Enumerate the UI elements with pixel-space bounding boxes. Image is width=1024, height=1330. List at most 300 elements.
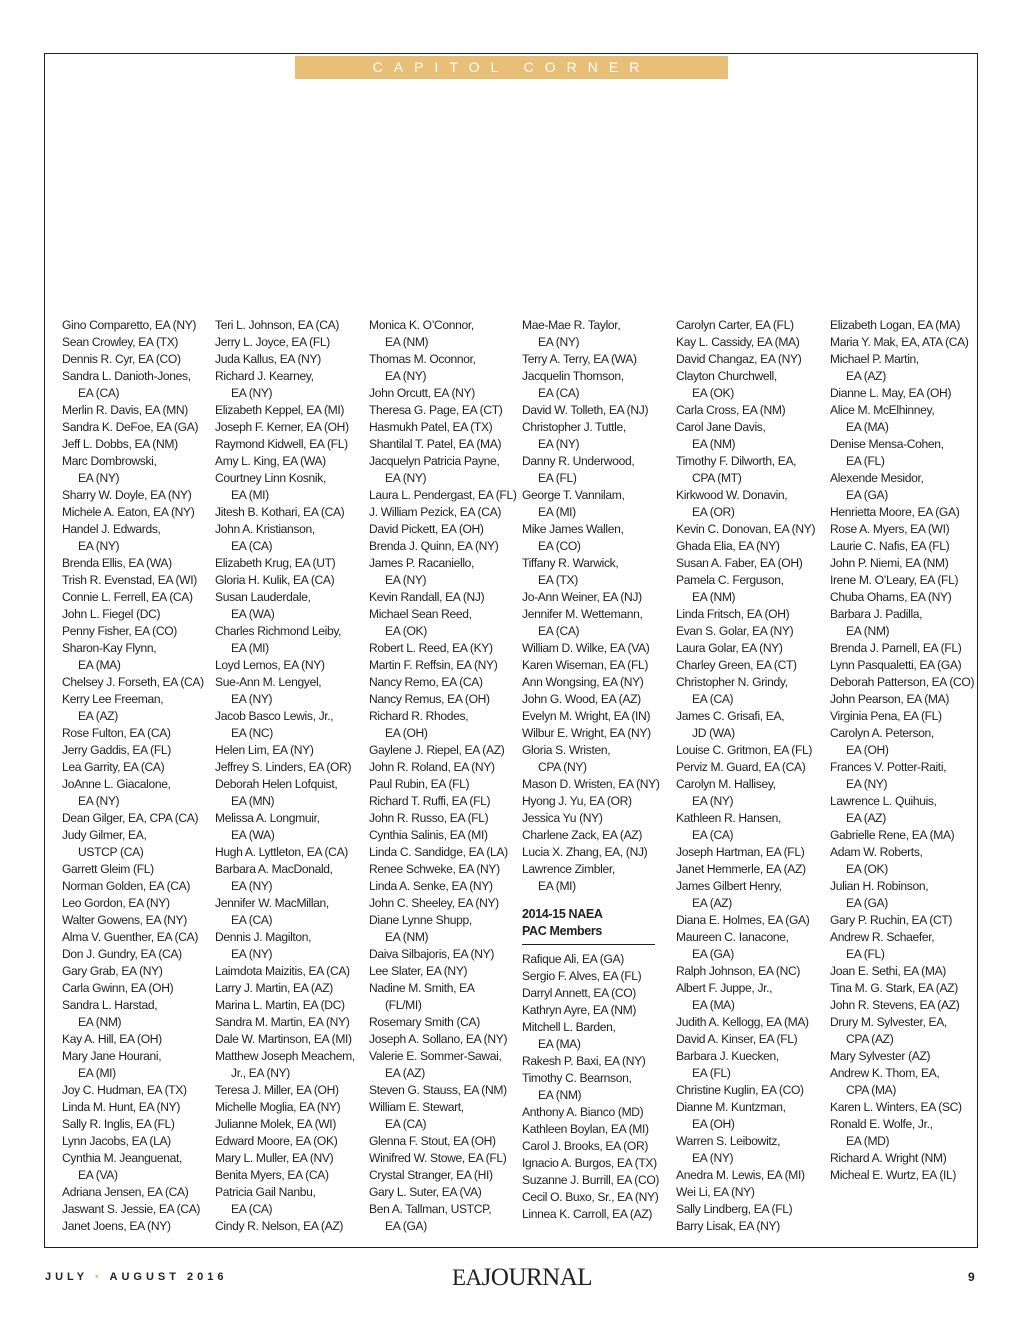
member-name-line: Rose Fulton, EA (CA) [62,726,171,740]
member-name-line: Adriana Jensen, EA (CA) [62,1185,189,1199]
member-name-line: William E. Stewart, [369,1100,464,1114]
member-name-line: Gary P. Ruchin, EA (CT) [830,913,953,927]
member-name-line: EA (NY) [231,879,273,893]
member-name-line: Courtney Linn Kosnik, [215,471,326,485]
member-name-line: Henrietta Moore, EA (GA) [830,505,960,519]
member-name-line: Lawrence Zimbler, [522,862,615,876]
member-name-line: David Pickett, EA (OH) [369,522,484,536]
member-name-line: John R. Russo, EA (FL) [369,811,489,825]
member-name-line: Penny Fisher, EA (CO) [62,624,177,638]
member-name-line: Sandra K. DeFoe, EA (GA) [62,420,199,434]
member-name-line: Charley Green, EA (CT) [676,658,797,672]
member-name-line: Carol Jane Davis, [676,420,766,434]
member-name-line: Kerry Lee Freeman, [62,692,164,706]
issue-month-2: AUGUST 2016 [109,1271,228,1283]
member-name-line: EA (AZ) [846,811,886,825]
member-name-line: EA (FL) [846,947,885,961]
member-name-line: EA (NM) [692,590,736,604]
member-name-line: Leo Gordon, EA (NY) [62,896,170,910]
member-name-line: Winifred W. Stowe, EA (FL) [369,1151,507,1165]
member-name-line: Trish R. Evenstad, EA (WI) [62,573,197,587]
member-name-line: Sharon-Kay Flynn, [62,641,157,655]
member-name-line: Cynthia Salinis, EA (MI) [369,828,488,842]
member-name-line: Mitchell L. Barden, [522,1020,616,1034]
member-name-line: Nancy Remus, EA (OH) [369,692,490,706]
member-name-line: Gaylene J. Riepel, EA (AZ) [369,743,505,757]
member-name-line: Crystal Stranger, EA (HI) [369,1168,493,1182]
member-name-line: Jo-Ann Weiner, EA (NJ) [522,590,642,604]
member-name-line: John R. Stevens, EA (AZ) [830,998,960,1012]
member-name-line: Richard R. Rhodes, [369,709,469,723]
member-name-line: Carla Gwinn, EA (OH) [62,981,174,995]
pac-members-heading-line: 2014-15 NAEA [522,907,603,921]
pac-members-heading-line: PAC Members [522,924,602,938]
member-name-line: EA (MI) [78,1066,116,1080]
member-name-line: Sandra L. Harstad, [62,998,158,1012]
member-name-line: Laurie C. Nafis, EA (FL) [830,539,950,553]
member-name-line: Jacquelin Thomson, [522,369,624,383]
member-name-line: Rafique Ali, EA (GA) [522,952,624,966]
member-name-line: Linda C. Sandidge, EA (LA) [369,845,508,859]
member-name-line: Tiffany R. Warwick, [522,556,619,570]
member-name-line: Andrew R. Schaefer, [830,930,935,944]
member-name-line: (FL/MI) [385,998,422,1012]
member-name-line: Carolyn A. Peterson, [830,726,934,740]
member-name-line: Linda A. Senke, EA (NY) [369,879,493,893]
member-name-line: Anthony A. Bianco (MD) [522,1105,644,1119]
member-name-line: JoAnne L. Giacalone, [62,777,171,791]
member-name-line: Kevin C. Donovan, EA (NY) [676,522,816,536]
member-name-line: Ghada Elia, EA (NY) [676,539,780,553]
member-name-line: Dennis J. Magilton, [215,930,312,944]
member-name-line: Nancy Remo, EA (CA) [369,675,483,689]
member-name-line: EA (NM) [538,1088,582,1102]
member-name-line: CPA (AZ) [846,1032,894,1046]
member-name-line: Raymond Kidwell, EA (FL) [215,437,348,451]
member-name-line: Paul Rubin, EA (FL) [369,777,470,791]
member-name-line: EA (CO) [538,539,581,553]
member-name-line: EA (MN) [231,794,275,808]
member-name-line: Wei Li, EA (NY) [676,1185,755,1199]
member-name-line: EA (NY) [231,386,273,400]
member-name-line: Judy Gilmer, EA, [62,828,147,842]
member-name-line: Julianne Molek, EA (WI) [215,1117,336,1131]
member-name-line: EA (FL) [538,471,577,485]
member-name-line: Robert L. Reed, EA (KY) [369,641,493,655]
member-name-line: Ignacio A. Burgos, EA (TX) [522,1156,657,1170]
member-name-line: Tina M. G. Stark, EA (AZ) [830,981,958,995]
member-name-line: John C. Sheeley, EA (NY) [369,896,499,910]
member-name-line: Cindy R. Nelson, EA (AZ) [215,1219,344,1233]
member-name-line: Ben A. Tallman, USTCP, [369,1202,492,1216]
member-name-line: Deborah Patterson, EA (CO) [830,675,975,689]
name-column-5 [676,317,826,1235]
member-name-line: Sandra L. Danioth-Jones, [62,369,191,383]
member-name-line: EA (NY) [78,539,120,553]
member-name-line: David W. Tolleth, EA (NJ) [522,403,649,417]
member-name-line: Terry A. Terry, EA (WA) [522,352,637,366]
member-name-line: Danny R. Underwood, [522,454,635,468]
member-name-line: EA (OH) [385,726,428,740]
member-name-line: EA (CA) [385,1117,427,1131]
member-name-line: Albert F. Juppe, Jr., [676,981,773,995]
member-name-line: Barry Lisak, EA (NY) [676,1219,780,1233]
member-name-line: EA (AZ) [692,896,732,910]
member-name-line: Valerie E. Sommer-Sawai, [369,1049,502,1063]
member-name-line: Karen L. Winters, EA (SC) [830,1100,962,1114]
member-name-line: Susan Lauderdale, [215,590,311,604]
member-name-line: Dale W. Martinson, EA (MI) [215,1032,352,1046]
member-name-line: Helen Lim, EA (NY) [215,743,314,757]
member-name-line: William D. Wilke, EA (VA) [522,641,650,655]
member-name-line: Lucia X. Zhang, EA, (NJ) [522,845,648,859]
member-name-line: EA (NY) [385,573,427,587]
member-name-line: Drury M. Sylvester, EA, [830,1015,947,1029]
member-name-line: EA (GA) [385,1219,427,1233]
member-name-line: Perviz M. Guard, EA (CA) [676,760,806,774]
member-name-line: EA (CA) [231,1202,273,1216]
member-name-line: Sergio F. Alves, EA (FL) [522,969,642,983]
member-name-line: Mary Sylvester (AZ) [830,1049,931,1063]
member-name-line: Lawrence L. Quihuis, [830,794,937,808]
member-name-line: Christopher N. Grindy, [676,675,788,689]
member-name-line: Warren S. Leibowitz, [676,1134,781,1148]
member-name-line: Larry J. Martin, EA (AZ) [215,981,333,995]
member-name-line: EA (MD) [846,1134,890,1148]
member-name-line: Anedra M. Lewis, EA (MI) [676,1168,805,1182]
member-name-line: Jerry L. Joyce, EA (FL) [215,335,330,349]
member-name-line: Jr., EA (NY) [231,1066,290,1080]
member-name-line: EA (OH) [692,1117,735,1131]
member-name-line: Lynn Pasqualetti, EA (GA) [830,658,962,672]
member-name-line: EA (FL) [692,1066,731,1080]
member-name-line: J. William Pezick, EA (CA) [369,505,502,519]
member-name-line: Hasmukh Patel, EA (TX) [369,420,493,434]
member-name-line: Irene M. O’Leary, EA (FL) [830,573,959,587]
issue-month-1: JULY [45,1271,88,1283]
member-name-line: Carol J. Brooks, EA (OR) [522,1139,649,1153]
member-name-line: EA (AZ) [78,709,118,723]
member-name-line: Patricia Gail Nanbu, [215,1185,316,1199]
member-name-line: EA (OH) [846,743,889,757]
member-name-line: Dean Gilger, EA, CPA (CA) [62,811,199,825]
member-name-line: Handel J. Edwards, [62,522,161,536]
member-name-line: Jacquelyn Patricia Payne, [369,454,500,468]
member-name-line: Suzanne J. Burrill, EA (CO) [522,1173,660,1187]
member-name-line: Diane Lynne Shupp, [369,913,472,927]
member-name-line: Evelyn M. Wright, EA (IN) [522,709,651,723]
member-name-line: Melissa A. Longmuir, [215,811,320,825]
member-name-line: Chuba Ohams, EA (NY) [830,590,952,604]
member-name-line: Joseph F. Kerner, EA (OH) [215,420,349,434]
member-name-line: Alexende Mesidor, [830,471,924,485]
member-name-line: EA (OR) [692,505,735,519]
member-name-line: Wilbur E. Wright, EA (NY) [522,726,651,740]
member-name-line: Julian H. Robinson, [830,879,929,893]
member-name-line: EA (NY) [692,794,734,808]
member-name-line: Richard A. Wright (NM) [830,1151,947,1165]
member-name-line: Joy C. Hudman, EA (TX) [62,1083,187,1097]
member-name-line: Jerry Gaddis, EA (FL) [62,743,171,757]
member-name-line: Sally Lindberg, EA (FL) [676,1202,793,1216]
member-name-line: Laimdota Maizitis, EA (CA) [215,964,350,978]
member-name-line: Deborah Helen Lofquist, [215,777,338,791]
member-name-line: EA (NM) [692,437,736,451]
member-name-line: Elizabeth Keppel, EA (MI) [215,403,345,417]
member-name-line: EA (AZ) [385,1066,425,1080]
member-name-line: Alice M. McElhinney, [830,403,935,417]
member-name-line: Michelle Moglia, EA (NY) [215,1100,341,1114]
member-name-line: EA (MA) [538,1037,581,1051]
member-name-line: Christine Kuglin, EA (CO) [676,1083,804,1097]
member-name-line: Maria Y. Mak, EA, ATA (CA) [830,335,969,349]
member-name-line: Darryl Annett, EA (CO) [522,986,636,1000]
date-separator: • [94,1271,103,1283]
member-name-line: Mason D. Wristen, EA (NY) [522,777,660,791]
member-name-line: Thomas M. Oconnor, [369,352,476,366]
member-name-line: Timothy F. Dilworth, EA, [676,454,797,468]
member-name-line: Kay A. Hill, EA (OH) [62,1032,162,1046]
member-name-line: Denise Mensa-Cohen, [830,437,944,451]
member-name-line: Shantilal T. Patel, EA (MA) [369,437,502,451]
member-name-line: Maureen C. Ianacone, [676,930,789,944]
member-name-line: Gloria S. Wristen, [522,743,611,757]
member-name-line: EA (NM) [385,930,429,944]
member-name-line: EA (OK) [692,386,734,400]
member-name-line: Jeff L. Dobbs, EA (NM) [62,437,178,451]
pac-members-heading [522,906,655,945]
member-name-line: Barbara J. Padilla, [830,607,923,621]
member-name-line: Merlin R. Davis, EA (MN) [62,403,188,417]
member-name-line: CPA (NY) [538,760,587,774]
member-name-line: Edward Moore, EA (OK) [215,1134,338,1148]
member-name-line: EA (NY) [231,692,273,706]
member-name-line: Don J. Gundry, EA (CA) [62,947,182,961]
member-name-line: Amy L. King, EA (WA) [215,454,326,468]
member-name-line: Mae-Mae R. Taylor, [522,318,621,332]
member-name-line: EA (MA) [846,420,889,434]
member-name-line: EA (FL) [846,454,885,468]
member-name-line: Steven G. Stauss, EA (NM) [369,1083,507,1097]
member-name-line: CPA (MT) [692,471,742,485]
name-column-4 [522,317,672,1223]
member-name-line: Walter Gowens, EA (NY) [62,913,187,927]
member-name-line: Benita Myers, EA (CA) [215,1168,329,1182]
member-name-line: Janet Hemmerle, EA (AZ) [676,862,806,876]
member-name-line: Loyd Lemos, EA (NY) [215,658,325,672]
member-name-line: John G. Wood, EA (AZ) [522,692,641,706]
member-name-line: Brenda J. Parnell, EA (FL) [830,641,962,655]
member-name-line: Dianne L. May, EA (OH) [830,386,952,400]
member-name-line: EA (MI) [231,488,269,502]
member-name-line: EA (MI) [538,505,576,519]
member-name-line: Adam W. Roberts, [830,845,923,859]
member-name-line: EA (NC) [231,726,273,740]
member-name-line: EA (CA) [692,692,734,706]
member-name-line: Clayton Churchwell, [676,369,777,383]
issue-date [45,1271,227,1283]
member-name-line: Jennifer M. Wettemann, [522,607,643,621]
member-name-line: EA (CA) [231,913,273,927]
member-name-line: Linda Fritsch, EA (OH) [676,607,790,621]
member-name-line: EA (CA) [231,539,273,553]
member-name-line: James P. Racaniello, [369,556,475,570]
member-name-line: Cynthia M. Jeanguenat, [62,1151,183,1165]
member-name-line: Gary Grab, EA (NY) [62,964,163,978]
member-name-line: Brenda J. Quinn, EA (NY) [369,539,499,553]
member-name-line: John P. Niemi, EA (NM) [830,556,949,570]
member-name-line: Kirkwood W. Donavin, [676,488,788,502]
member-name-line: Gino Comparetto, EA (NY) [62,318,197,332]
member-name-line: EA (CA) [78,386,120,400]
member-name-line: George T. Vannilam, [522,488,625,502]
member-name-line: John A. Kristianson, [215,522,315,536]
member-name-line: John R. Roland, EA (NY) [369,760,495,774]
member-name-line: Dianne M. Kuntzman, [676,1100,786,1114]
member-name-line: John Pearson, EA (MA) [830,692,950,706]
member-name-line: Susan A. Faber, EA (OH) [676,556,803,570]
member-name-line: Marc Dombrowski, [62,454,157,468]
name-column-2 [215,317,365,1235]
member-name-line: Timothy C. Bearnson, [522,1071,632,1085]
member-name-line: Teri L. Johnson, EA (CA) [215,318,340,332]
member-name-line: JD (WA) [692,726,735,740]
member-name-line: Laura Golar, EA (NY) [676,641,783,655]
member-name-line: Linnea K. Carroll, EA (AZ) [522,1207,653,1221]
member-name-line: EA (CA) [538,624,580,638]
member-name-line: EA (GA) [846,896,888,910]
member-name-line: Brenda Ellis, EA (WA) [62,556,172,570]
member-name-line: Sandra M. Martin, EA (NY) [215,1015,350,1029]
name-column-3 [369,317,519,1235]
member-name-line: Linda M. Hunt, EA (NY) [62,1100,180,1114]
member-name-line: Jessica Yu (NY) [522,811,603,825]
member-name-line: Michele A. Eaton, EA (NY) [62,505,195,519]
member-name-line: Connie L. Ferrell, EA (CA) [62,590,193,604]
member-name-line: Nadine M. Smith, EA [369,981,475,995]
member-name-line: EA (MA) [78,658,121,672]
member-name-line: EA (NM) [385,335,429,349]
member-name-line: EA (AZ) [846,369,886,383]
member-name-line: Diana E. Holmes, EA (GA) [676,913,810,927]
member-name-line: Micheal E. Wurtz, EA (IL) [830,1168,957,1182]
member-name-line: EA (CA) [692,828,734,842]
member-name-line: Rosemary Smith (CA) [369,1015,480,1029]
member-name-line: James C. Grisafi, EA, [676,709,785,723]
member-name-line: Elizabeth Logan, EA (MA) [830,318,961,332]
member-name-line: Richard J. Kearney, [215,369,314,383]
member-name-line: EA (WA) [231,607,275,621]
member-name-line: EA (MI) [231,641,269,655]
member-name-line: Monica K. O’Connor, [369,318,474,332]
member-name-line: EA (CA) [538,386,580,400]
member-name-line: John L. Fiegel (DC) [62,607,161,621]
member-name-line: Joan E. Sethi, EA (MA) [830,964,946,978]
member-name-line: EA (NY) [385,369,427,383]
member-name-line: Janet Joens, EA (NY) [62,1219,171,1233]
member-name-line: Sally R. Inglis, EA (FL) [62,1117,175,1131]
member-name-line: EA (NY) [78,471,120,485]
member-name-line: Carla Cross, EA (NM) [676,403,786,417]
member-name-line: Alma V. Guenther, EA (CA) [62,930,198,944]
member-name-line: Kathryn Ayre, EA (NM) [522,1003,637,1017]
member-name-line: Jacob Basco Lewis, Jr., [215,709,334,723]
member-name-line: EA (NM) [846,624,890,638]
member-name-line: Teresa J. Miller, EA (OH) [215,1083,339,1097]
member-name-line: EA (NY) [385,471,427,485]
member-name-line: EA (GA) [692,947,734,961]
member-name-line: Gabrielle Rene, EA (MA) [830,828,955,842]
member-name-line: Jeffrey S. Linders, EA (OR) [215,760,352,774]
member-name-line: Ronald E. Wolfe, Jr., [830,1117,933,1131]
member-name-line: Lee Slater, EA (NY) [369,964,468,978]
member-name-line: Michael P. Martin, [830,352,919,366]
member-name-line: EA (TX) [538,573,578,587]
member-name-line: David A. Kinser, EA (FL) [676,1032,798,1046]
member-name-line: Cecil O. Buxo, Sr., EA (NY) [522,1190,659,1204]
member-name-line: Rakesh P. Baxi, EA (NY) [522,1054,646,1068]
member-name-line: EA (NY) [78,794,120,808]
member-name-line: Barbara A. MacDonald, [215,862,333,876]
member-name-line: Gary L. Suter, EA (VA) [369,1185,482,1199]
member-name-line: EA (MA) [692,998,735,1012]
member-name-line: EA (NY) [231,947,273,961]
member-name-line: Virginia Pena, EA (FL) [830,709,942,723]
member-name-line: Jitesh B. Kothari, EA (CA) [215,505,345,519]
member-name-line: Garrett Gleim (FL) [62,862,154,876]
member-name-line: Rose A. Myers, EA (WI) [830,522,950,536]
member-name-line: John Orcutt, EA (NY) [369,386,475,400]
member-name-line: EA (OK) [385,624,427,638]
member-name-line: Mike James Wallen, [522,522,624,536]
member-name-line: EA (NY) [846,777,888,791]
member-name-line: EA (WA) [231,828,275,842]
member-name-line: Jaswant S. Jessie, EA (CA) [62,1202,201,1216]
member-name-line: Theresa G. Page, EA (CT) [369,403,503,417]
member-name-line: Richard T. Ruffi, EA (FL) [369,794,491,808]
member-name-line: Andrew K. Thom, EA, [830,1066,940,1080]
member-name-line: James Gilbert Henry, [676,879,782,893]
member-name-line: Elizabeth Krug, EA (UT) [215,556,336,570]
member-name-line: Lynn Jacobs, EA (LA) [62,1134,171,1148]
member-name-line: Evan S. Golar, EA (NY) [676,624,794,638]
member-name-line: EA (NY) [538,335,580,349]
member-name-line: Jennifer W. MacMillan, [215,896,329,910]
member-name-line: Matthew Joseph Meachem, [215,1049,355,1063]
member-name-line: Pamela C. Ferguson, [676,573,784,587]
member-name-line: Norman Golden, EA (CA) [62,879,191,893]
member-name-line: EA (NY) [692,1151,734,1165]
member-name-line: Barbara J. Kuecken, [676,1049,779,1063]
member-name-line: Dennis R. Cyr, EA (CO) [62,352,181,366]
member-name-line: Joseph Hartman, EA (FL) [676,845,805,859]
member-name-line: USTCP (CA) [78,845,144,859]
member-name-line: Mary L. Muller, EA (NV) [215,1151,334,1165]
ea-journal-logo: EAJOURNAL [452,1264,593,1291]
member-name-line: Judith A. Kellogg, EA (MA) [676,1015,809,1029]
member-name-line: EA (MI) [538,879,576,893]
member-name-line: Kevin Randall, EA (NJ) [369,590,485,604]
member-name-line: EA (VA) [78,1168,118,1182]
member-name-line: Charles Richmond Leiby, [215,624,342,638]
member-name-line: Carolyn M. Hallisey, [676,777,776,791]
member-name-line: David Changaz, EA (NY) [676,352,802,366]
member-name-line: Hyong J. Yu, EA (OR) [522,794,632,808]
member-name-line: EA (NM) [78,1015,122,1029]
member-name-line: Frances V. Potter-Raiti, [830,760,947,774]
member-name-line: Juda Kallus, EA (NY) [215,352,321,366]
member-name-line: Sharry W. Doyle, EA (NY) [62,488,192,502]
